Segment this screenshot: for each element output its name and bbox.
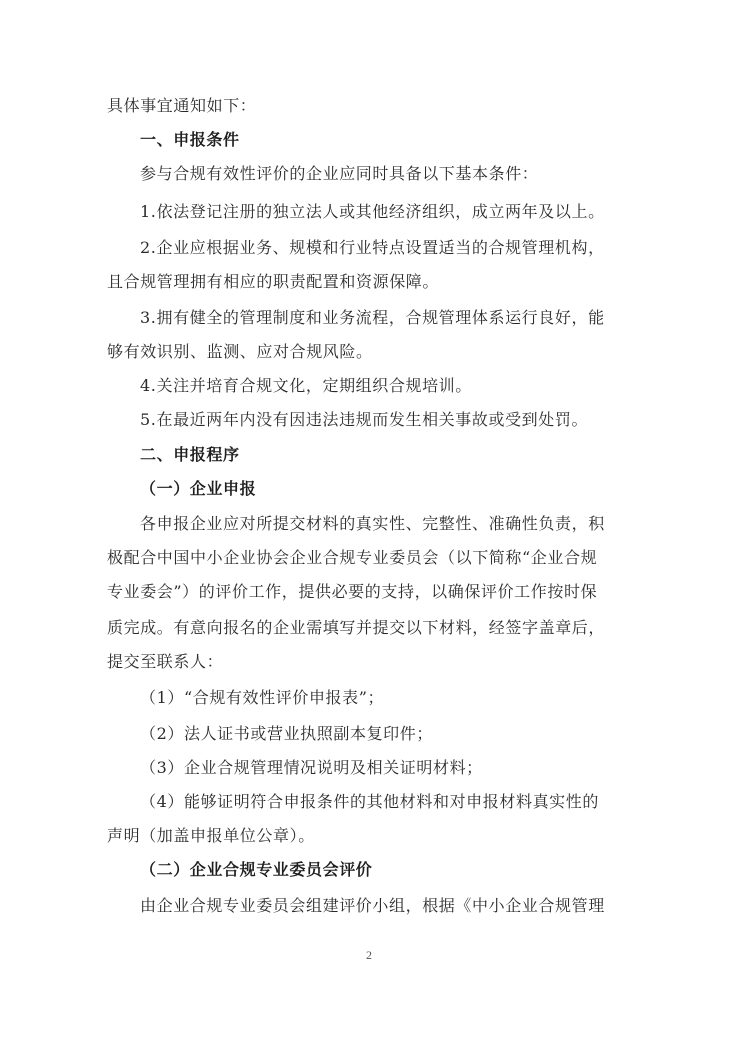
subsection1-para-line4: 质完成。有意向报名的企业需填写并提交以下材料，经签字盖章后， [107,618,606,637]
material-item-2: （2）法人证书或营业执照副本复印件； [140,724,433,743]
condition-item-5: 5.在最近两年内没有因违法违规而发生相关事故或受到处罚。 [140,410,589,429]
subsection1-heading: （一）企业申报 [140,479,257,498]
section1-heading: 一、申报条件 [140,130,240,149]
condition-item-3-cont: 够有效识别、监测、应对合规风险。 [107,342,373,361]
material-item-1: （1）“合规有效性评价申报表”； [140,688,385,707]
material-item-4-cont: 声明（加盖申报单位公章）。 [107,826,315,845]
subsection1-para-line2: 极配合中国中小企业协会企业合规专业委员会（以下简称“企业合规 [107,548,598,567]
page-number: 2 [366,948,372,962]
material-item-3: （3）企业合规管理情况说明及相关证明材料； [140,758,483,777]
subsection1-para-line1: 各申报企业应对所提交材料的真实性、完整性、准确性负责，积 [140,514,605,533]
condition-item-2-cont: 且合规管理拥有相应的职责配置和资源保障。 [107,272,440,291]
subsection2-heading: （二）企业合规专业委员会评价 [140,860,373,879]
section1-lead: 参与合规有效性评价的企业应同时具备以下基本条件： [140,164,539,183]
condition-item-1: 1.依法登记注册的独立法人或其他经济组织，成立两年及以上。 [140,202,605,221]
condition-item-4: 4.关注并培育合规文化，定期组织合规培训。 [140,376,472,395]
condition-item-3: 3.拥有健全的管理制度和业务流程，合规管理体系运行良好，能 [140,308,605,327]
material-item-4: （4）能够证明符合申报条件的其他材料和对申报材料真实性的 [140,792,599,811]
subsection2-para-line1: 由企业合规专业委员会组建评价小组，根据《中小企业合规管理 [140,896,605,915]
condition-item-2: 2.企业应根据业务、规模和行业特点设置适当的合规管理机构， [140,238,605,257]
intro-line: 具体事宜通知如下： [107,96,257,115]
section2-heading: 二、申报程序 [140,445,240,464]
subsection1-para-line5: 提交至联系人： [107,652,224,671]
subsection1-para-line3: 专业委会”）的评价工作，提供必要的支持，以确保评价工作按时保 [107,582,598,601]
